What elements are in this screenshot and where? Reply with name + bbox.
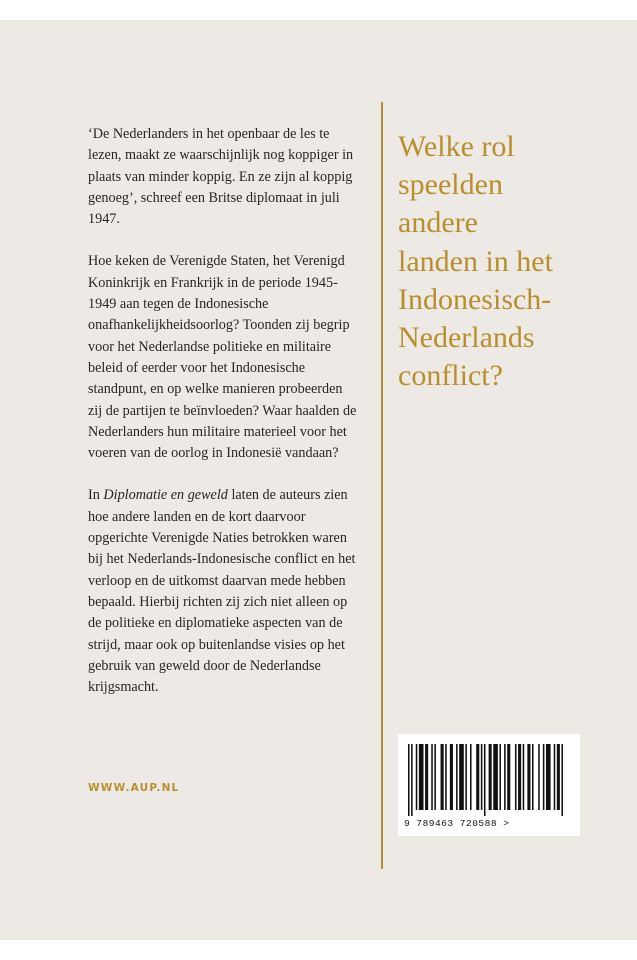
blurb-summary-paragraph <box>88 485 358 698</box>
barcode-bar <box>431 744 433 810</box>
barcode-bar <box>538 744 540 810</box>
barcode-bar <box>408 744 410 816</box>
barcode-bar <box>527 744 530 810</box>
blurb-questions-paragraph: Hoe keken de Verenigde Staten, het Verenigd Koninkrijk en Frankrijk in de periode 1945-1949 aan tegen de Indonesische onafhankelijkheidsoorlog? Toonden zij begrip voor het Nederlandse politieke en militaire beleid of eerder voor het Indonesische standpunt, en op welke manieren probeerden zij de partijen te beïnvloeden? Waar haalden de Nederlanders hun militaire materieel voor het voeren van de oorlog in Indonesië vandaan? <box>88 253 357 462</box>
barcode-bar <box>465 744 467 810</box>
barcode-bar <box>476 744 479 810</box>
blurb-summary-rest: laten de auteurs zien hoe andere landen en de kort daarvoor opgerichte Verenigde Naties betrokken waren bij het Nederlands-Indonesische conflict en het verloop en de uitkomst daarvan mede hebben bepaald. Hierbij richten zij zich niet alleen op de politieke en diplomatieke aspecten van de strijd, maar ook op buitenlandse visies op het gebruik van geweld door de Nederlandse krijgsmacht. <box>88 487 356 696</box>
barcode-bar <box>425 744 428 810</box>
headline-question <box>398 128 623 395</box>
barcode-bar <box>518 744 521 810</box>
barcode-bar <box>434 744 436 810</box>
blurb-text <box>88 124 358 719</box>
barcode-bar <box>470 744 472 810</box>
question-line: andere <box>398 206 478 240</box>
barcode-bar <box>484 744 486 816</box>
barcode-bar <box>532 744 534 810</box>
barcode-bar <box>481 744 483 810</box>
barcode-bar <box>557 744 560 810</box>
isbn-barcode <box>398 734 580 836</box>
barcode-bar <box>489 744 492 810</box>
barcode-bar <box>416 744 418 810</box>
blurb-summary-prefix: In <box>88 487 104 504</box>
barcode-bar <box>543 744 545 810</box>
isbn-number: 9 789463 720588 > <box>404 818 510 829</box>
barcode-bars <box>408 744 568 816</box>
barcode-bar <box>499 744 501 810</box>
barcode-bar <box>459 744 464 810</box>
question-line: landen in het <box>398 244 553 278</box>
book-back-cover <box>0 20 637 940</box>
barcode-bar <box>456 744 458 810</box>
question-line: conflict? <box>398 359 503 393</box>
barcode-bar <box>411 744 413 816</box>
barcode-bar <box>441 744 444 810</box>
question-line: speelden <box>398 168 503 202</box>
barcode-bar <box>561 744 563 816</box>
barcode-bar <box>515 744 517 810</box>
vertical-divider <box>381 102 383 869</box>
book-title-italic: Diplomatie en geweld <box>103 487 228 504</box>
barcode-bar <box>523 744 525 810</box>
barcode-bar <box>493 744 498 810</box>
barcode-bar <box>450 744 453 810</box>
barcode-bar <box>504 744 506 810</box>
question-line: Nederlands <box>398 321 535 355</box>
barcode-bar <box>419 744 424 810</box>
barcode-bar <box>546 744 551 810</box>
blurb-quote-paragraph: ‘De Nederlanders in het openbaar de les te lezen, maakt ze waarschijnlijk nog koppiger in plaats van minder koppig. En ze zijn al koppig genoeg’, schreef een Britse diplomaat in juli 1947. <box>88 126 354 228</box>
question-line: Indonesisch- <box>398 282 552 316</box>
question-line: Welke rol <box>398 130 515 163</box>
barcode-bar <box>445 744 447 810</box>
barcode-bar <box>554 744 556 810</box>
barcode-bar <box>507 744 510 810</box>
publisher-website: WWW.AUP.NL <box>88 782 180 794</box>
